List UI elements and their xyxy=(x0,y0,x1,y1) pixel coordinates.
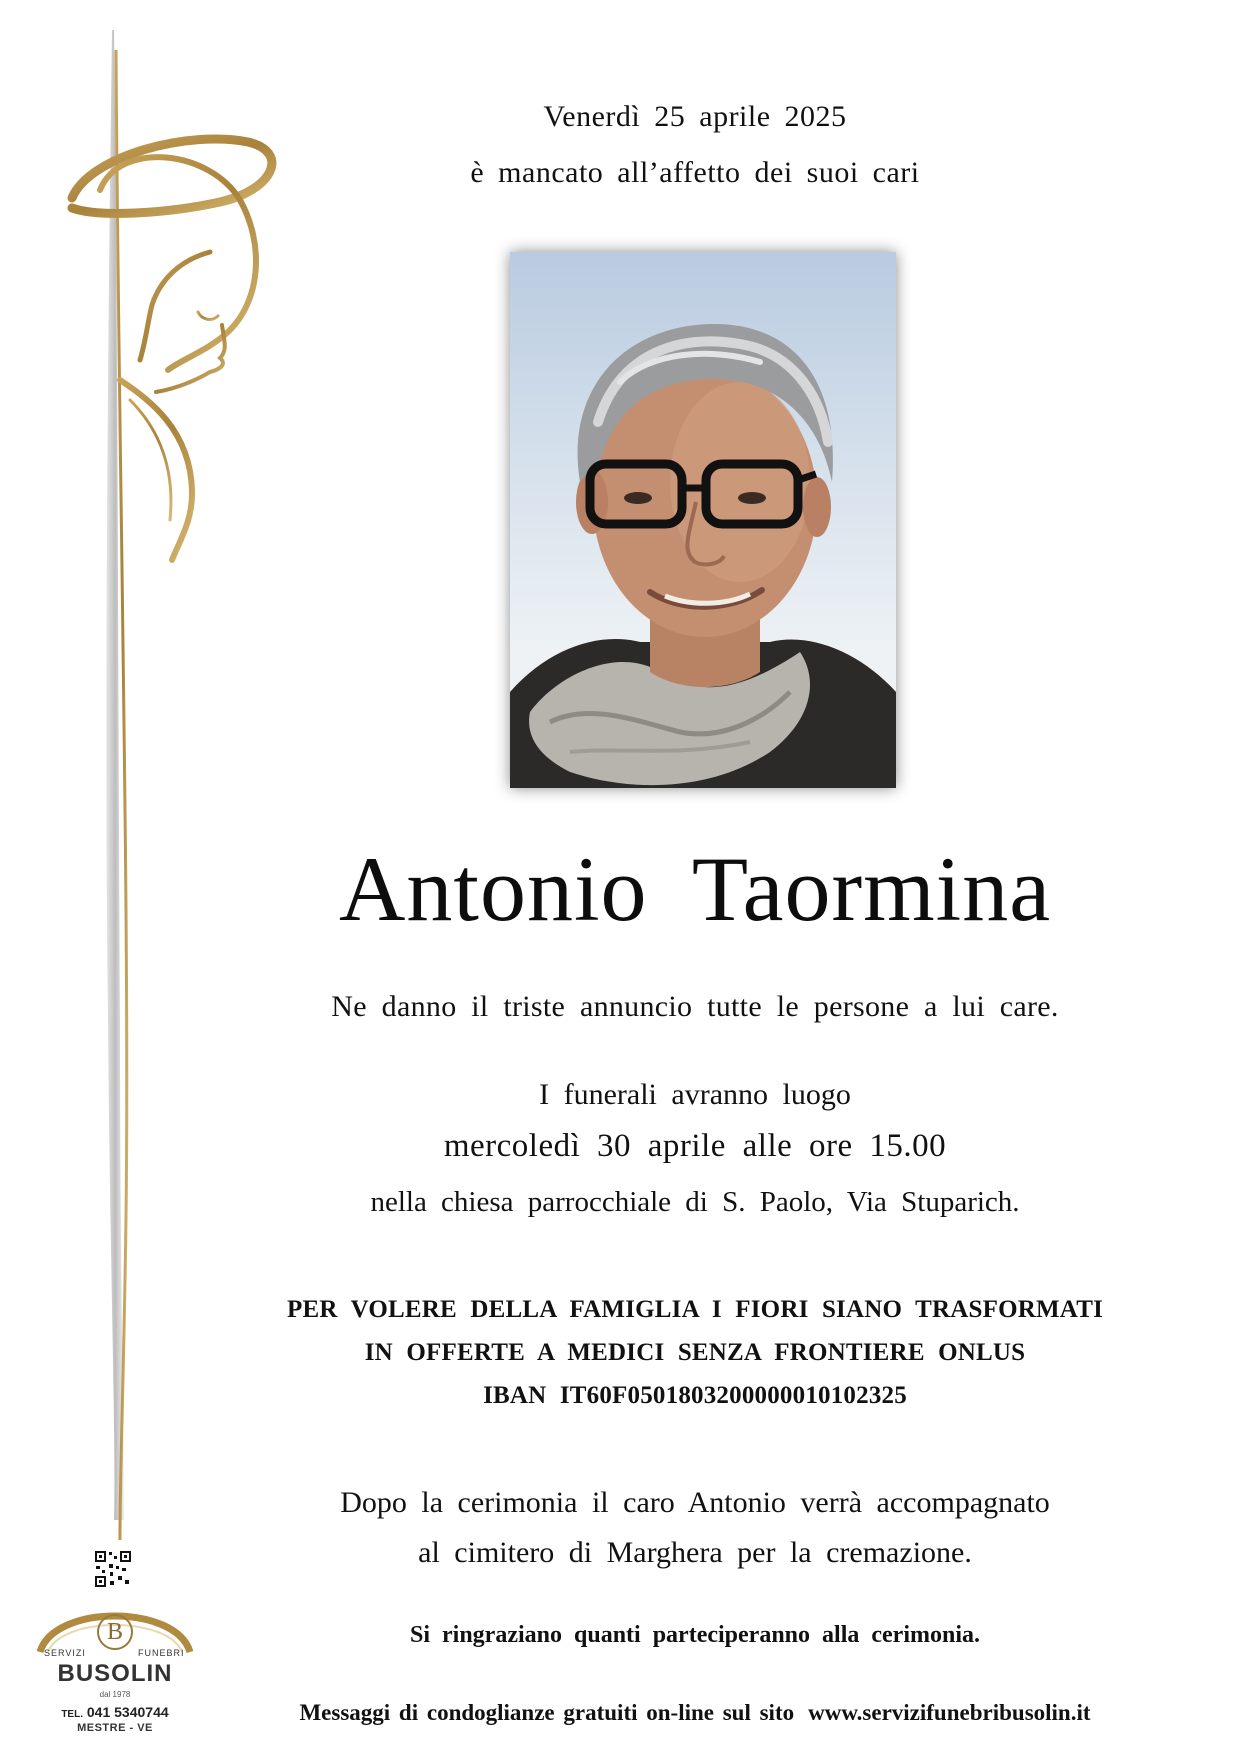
website-link[interactable]: www.servizifunebribusolin.it xyxy=(808,1700,1091,1725)
madonna-line-art-icon xyxy=(60,20,300,1550)
logo-city: MESTRE - VE xyxy=(77,1722,153,1734)
announcement-text: Ne danno il triste annuncio tutte le persone a lui care. xyxy=(331,990,1059,1023)
funeral-location: nella chiesa parrocchiale di S. Paolo, Via Stuparich. xyxy=(370,1186,1020,1218)
death-date-line: Venerdì 25 aprile 2025 xyxy=(543,100,847,133)
funeral-datetime: mercoledì 30 aprile alle ore 15.00 xyxy=(443,1128,947,1164)
logo-brand: BUSOLIN xyxy=(57,1660,173,1687)
intro-line: è mancato all’affetto dei suoi cari xyxy=(470,156,920,189)
after-ceremony-line-2: al cimitero di Marghera per la cremazione. xyxy=(418,1536,972,1569)
phone-number[interactable]: 041 5340744 xyxy=(86,1704,169,1720)
condolence-footer xyxy=(270,1700,1120,1726)
condolence-text: Messaggi di condoglianze gratuiti on-line sul sito xyxy=(299,1700,795,1725)
phone-label: TEL. xyxy=(61,1709,83,1720)
donation-line-1: PER VOLERE DELLA FAMIGLIA I FIORI SIANO TRASFORMATI xyxy=(287,1296,1103,1323)
after-ceremony-line-1: Dopo la cerimonia il caro Antonio verrà accompagnato xyxy=(340,1486,1050,1519)
portrait-photo xyxy=(510,252,896,788)
thanks-text: Si ringraziano quanti parteciperanno alla cerimonia. xyxy=(410,1622,980,1648)
logo-label-right: FUNEBRI xyxy=(138,1648,185,1658)
logo-label-left: SERVIZI xyxy=(44,1648,86,1658)
busolin-logo xyxy=(30,1550,200,1745)
logo-since: dal 1978 xyxy=(99,1690,131,1699)
qr-code-icon[interactable] xyxy=(94,1550,132,1588)
logo-monogram: B xyxy=(97,1614,133,1650)
funeral-line-1: I funerali avranno luogo xyxy=(539,1078,851,1111)
donation-line-2: IN OFFERTE A MEDICI SENZA FRONTIERE ONLUS xyxy=(364,1339,1026,1366)
deceased-name: Antonio Taormina xyxy=(338,838,1052,940)
donation-iban: IBAN IT60F0501803200000010102325 xyxy=(483,1382,907,1409)
logo-phone xyxy=(30,1704,200,1720)
